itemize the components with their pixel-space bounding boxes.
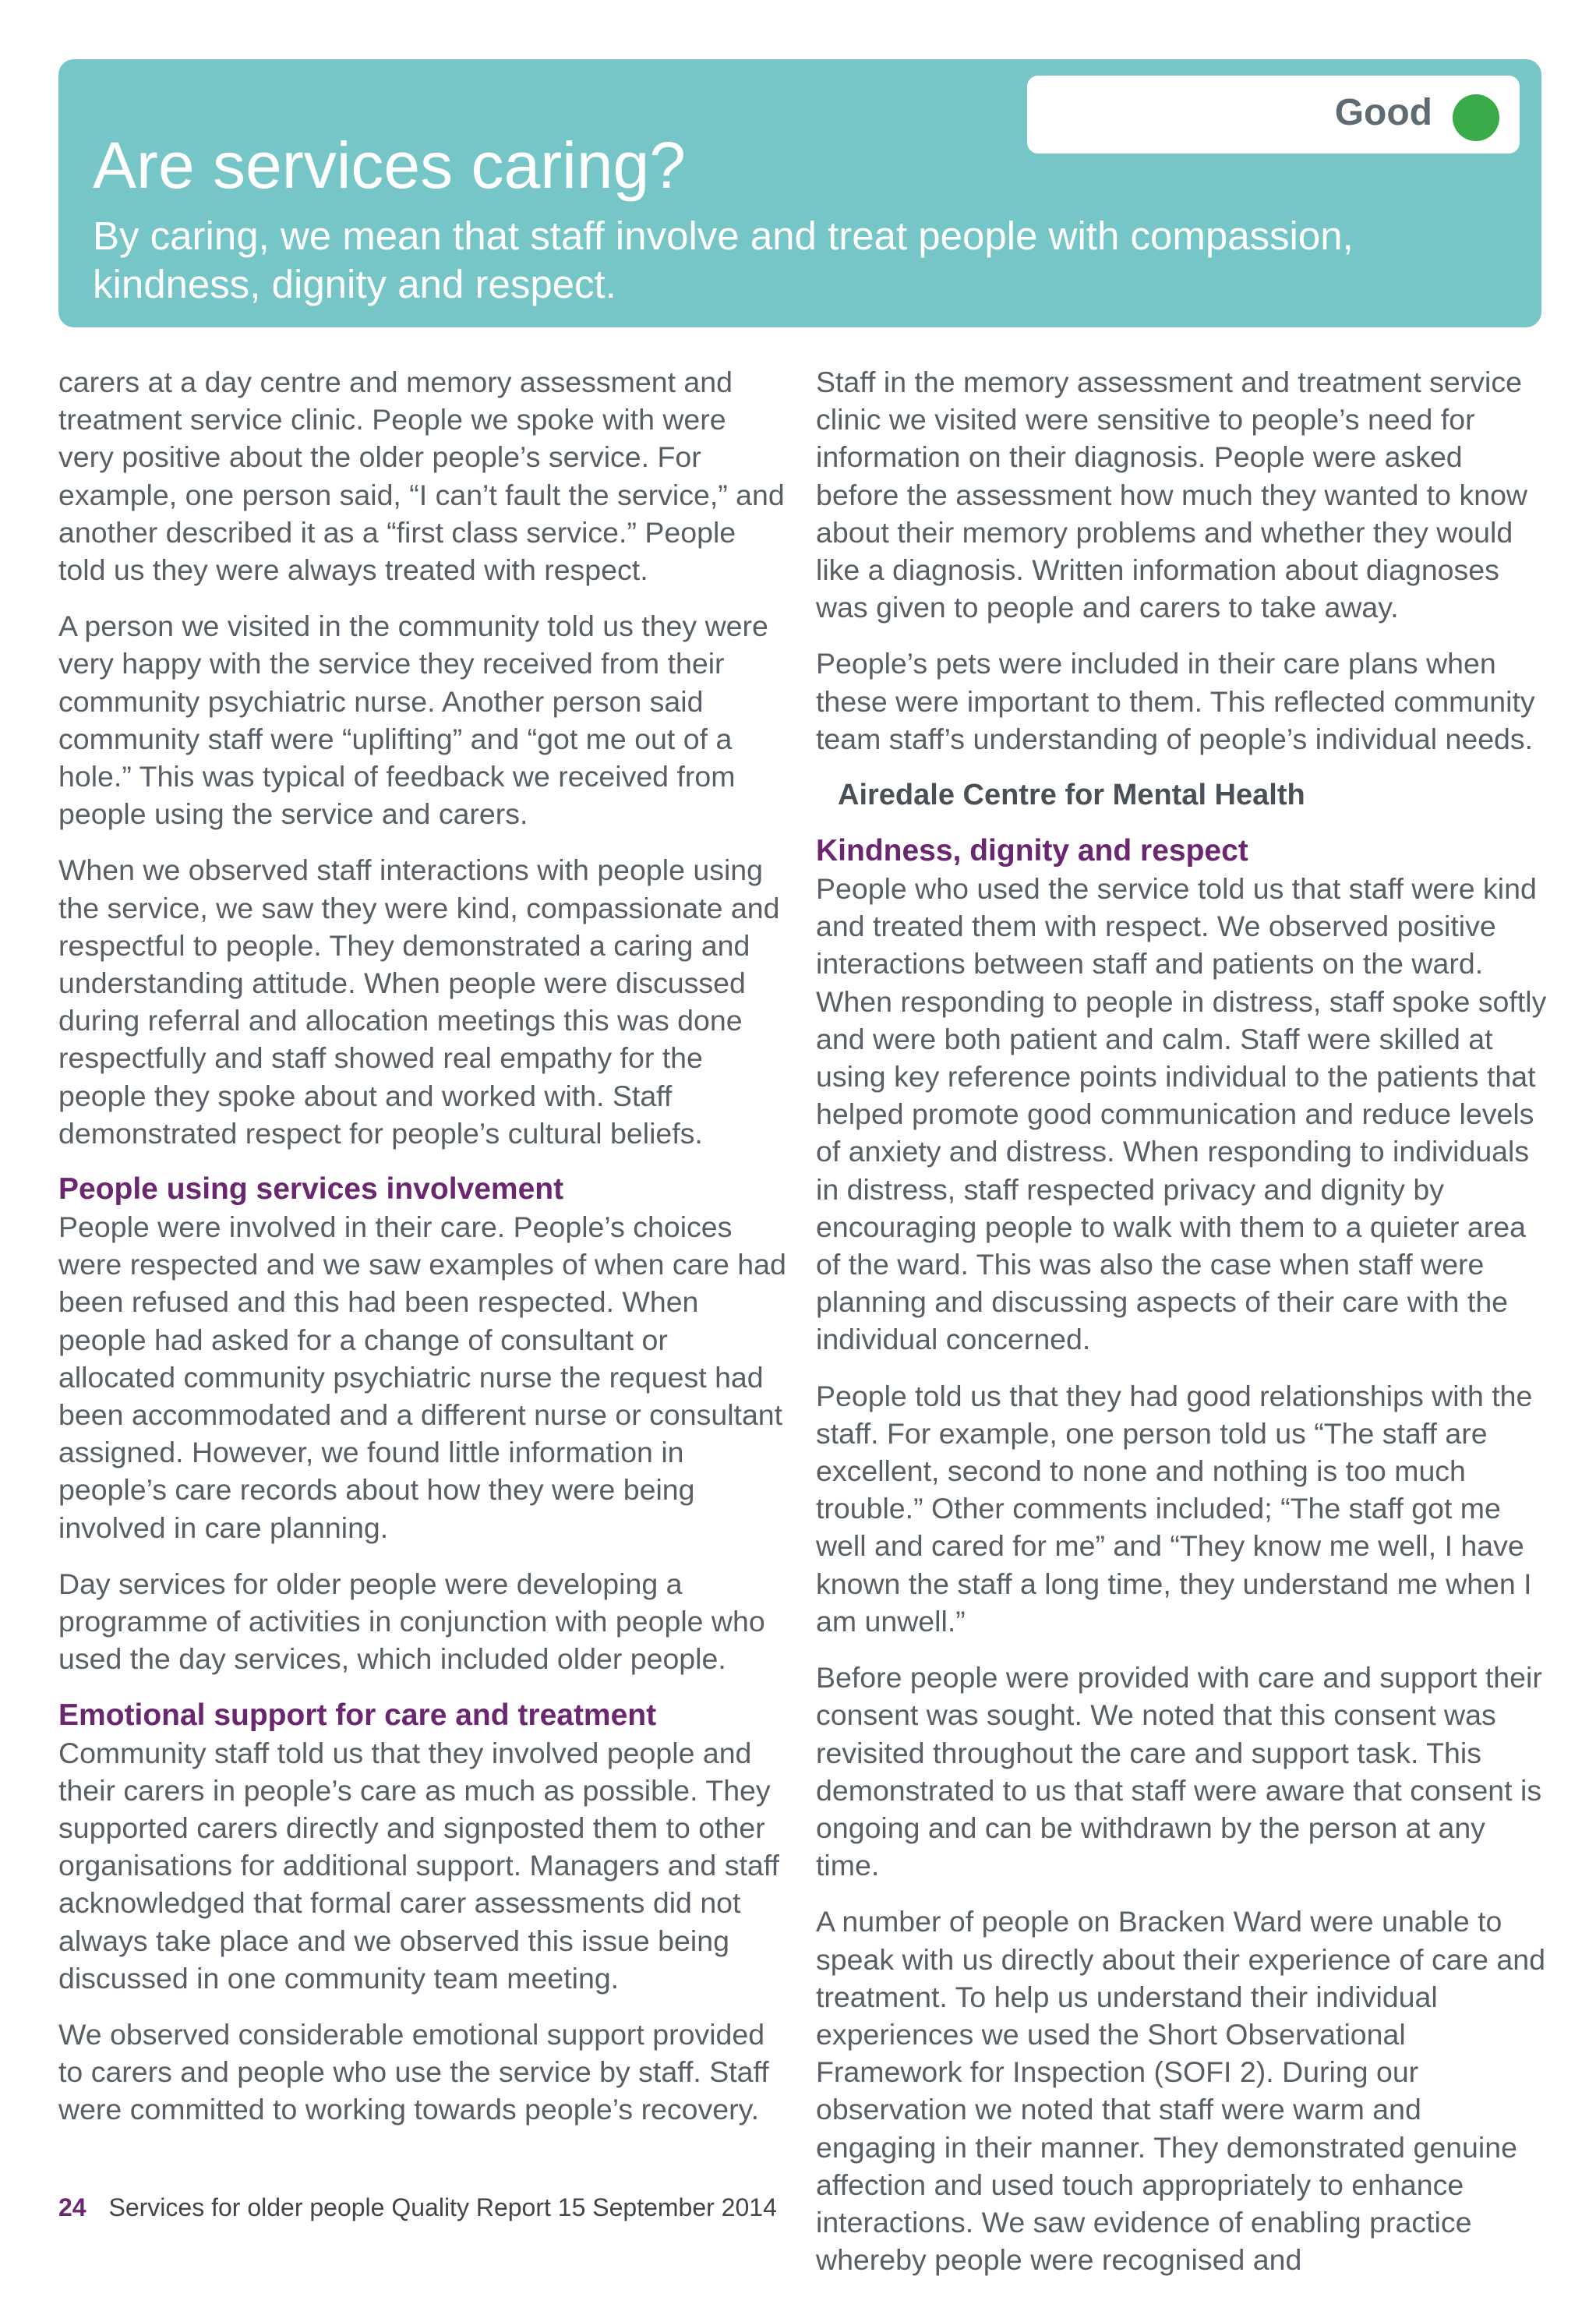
rating-badge bbox=[1027, 76, 1520, 154]
paragraph: A person we visited in the community told us they were very happy with the service they received from their community psychiatric nurse. Another person said community staff were “uplifting” and “got me out of a hole.” This was typical of feedback we received from people using the service and carers. bbox=[58, 610, 768, 831]
paragraph: When we observed staff interactions with people using the service, we saw they were kind, compassionate and respectful to people. They demonstrated a caring and understanding attitude. When people were discussed during referral and allocation meetings this was done respectfully and staff showed real empathy for the people they spoke about and worked with. Staff demonstrated respect for people’s cultural beliefs. bbox=[58, 853, 780, 1150]
paragraph: People who used the service told us that staff were kind and treated them with respect. We observed positive interactions between staff and patients on the ward. When responding to people in distress, staff spoke softly and were both patient and calm. Staff were skilled at using key reference points individual to the patients that helped promote good communication and reduce levels of anxiety and distress. When responding to individuals in distress, staff respected privacy and dignity by encouraging people to walk with them to a quieter area of the ward. This was also the case when staff were planning and discussing aspects of their care with the individual concerned. bbox=[816, 872, 1547, 1356]
paragraph: carers at a day centre and memory assessment and treatment service clinic. People we spoke with were very positive about the older people’s service. For example, one person said, “I can’t fault the service,” and another described it as a “first class service.” People told us they were always treated with respect. bbox=[58, 366, 785, 587]
page-title: Are services caring? bbox=[93, 129, 686, 202]
footer-text: Services for older people Quality Report 15 September 2014 bbox=[108, 2193, 777, 2221]
subheading-involvement: People using services involvement bbox=[58, 1172, 564, 1207]
page-footer bbox=[58, 2192, 777, 2223]
paragraph: Staff in the memory assessment and treatment service clinic we visited were sensitive to people’s need for information on their diagnosis. People were asked before the assessment how much they wanted to know about their memory problems and whether they would like a diagnosis. Written information about diagnoses was given to people and carers to take away. bbox=[816, 366, 1528, 624]
paragraph: We observed considerable emotional support provided to carers and people who use the service by staff. Staff were committed to working towards people’s recovery. bbox=[58, 2017, 769, 2126]
subheading-emotional-support: Emotional support for care and treatment bbox=[58, 1698, 657, 1732]
section-header bbox=[58, 59, 1541, 327]
left-column bbox=[58, 363, 787, 2147]
paragraph: A number of people on Bracken Ward were unable to speak with us directly about their experience of care and treatment. To help us understand their individual experiences we used the Short Observational Framework for Inspection (SOFI 2). During our observation we noted that staff were warm and engaging in their manner. They demonstrated genuine affection and used touch appropriately to enhance interactions. We saw evidence of enabling practice whereby people were recognised and bbox=[816, 1905, 1545, 2277]
right-column bbox=[816, 363, 1548, 2297]
rating-label: Good bbox=[1334, 92, 1432, 133]
location-heading: Airedale Centre for Mental Health bbox=[838, 779, 1305, 812]
page-number: 24 bbox=[58, 2193, 87, 2221]
rating-indicator-icon bbox=[1453, 94, 1499, 141]
paragraph: People were involved in their care. People’s choices were respected and we saw examples of when care had been refused and this had been respected. When people had asked for a change of consultant or allocated community psychiatric nurse the request had been accommodated and a different nurse or consultant assigned. However, we found little information in people’s care records about how they were being involved in care planning. bbox=[58, 1210, 786, 1544]
paragraph: Community staff told us that they involved people and their carers in people’s care as much as possible. They supported carers directly and signposted them to other organisations for additional support. Managers and staff acknowledged that formal carer assessments did not always take place and we observed this issue being discussed in one community team meeting. bbox=[58, 1736, 779, 1995]
page-subtitle: By caring, we mean that staff involve and treat people with compassion, kindness, dignity and respect. bbox=[93, 214, 1354, 306]
paragraph: People told us that they had good relationships with the staff. For example, one person told us “The staff are excellent, second to none and nothing is too much trouble.” Other comments included; “The staff got me well and cared for me” and “They know me well, I have known the staff a long time, they understand me when I am unwell.” bbox=[816, 1379, 1533, 1638]
paragraph: Day services for older people were developing a programme of activities in conjunction with people who used the day services, which included older people. bbox=[58, 1567, 765, 1676]
subheading-kindness: Kindness, dignity and respect bbox=[816, 834, 1248, 868]
paragraph: Before people were provided with care and support their consent was sought. We noted that this consent was revisited throughout the care and support task. This demonstrated to us that staff were aware that consent is ongoing and can be withdrawn by the person at any time. bbox=[816, 1661, 1542, 1882]
paragraph: People’s pets were included in their care plans when these were important to them. This reflected community team staff’s understanding of people’s individual needs. bbox=[816, 647, 1535, 755]
